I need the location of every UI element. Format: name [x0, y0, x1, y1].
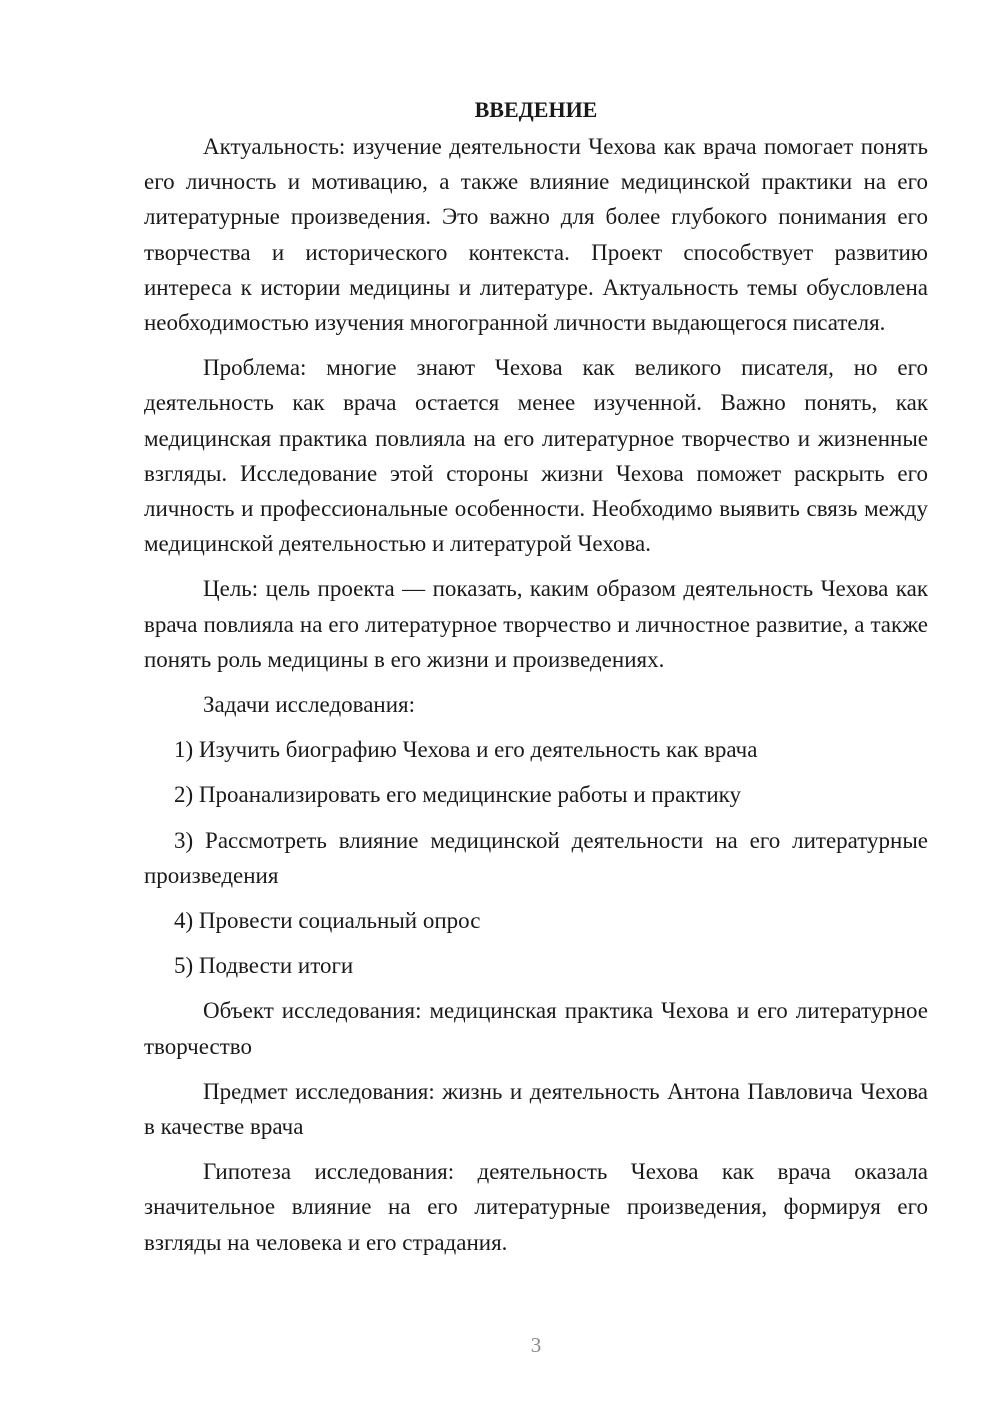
task-item-1: 1) Изучить биографию Чехова и его деятельность как врача	[174, 737, 758, 763]
paragraph-hypothesis: Гипотеза исследования: деятельность Чехова как врача оказала значительное влияние на его литературные произведения, формируя его взгляды на человека и его страдания.	[144, 1159, 928, 1255]
document-page	[144, 92, 928, 1270]
tasks-heading: Задачи исследования:	[203, 692, 416, 718]
paragraph-goal: Цель: цель проекта — показать, каким образом деятельность Чехова как врача повлияла на его литературное творчество и личностное развитие, а также понять роль медицины в его жизни и произведениях.	[144, 576, 928, 672]
page-title: ВВЕДЕНИЕ	[474, 97, 598, 122]
task-item-3: 3) Рассмотреть влияние медицинской деятельности на его литературные произведения	[144, 827, 928, 888]
paragraph-relevance: Актуальность: изучение деятельности Чехова как врача помогает понять его личность и мотивацию, а также влияние медицинской практики на его литературные произведения. Это важно для более глубокого понимания его творчества и исторического контекста. Проект способствует развитию интереса к истории медицины и литературе. Актуальность темы обусловлена необходимостью изучения многогранной личности выдающегося писателя.	[144, 134, 928, 336]
paragraph-subject: Предмет исследования: жизнь и деятельность Антона Павловича Чехова в качестве врача	[144, 1078, 928, 1140]
paragraph-problem: Проблема: многие знают Чехова как великого писателя, но его деятельность как врача остается менее изученной. Важно понять, как медицинская практика повлияла на его литературное творчество и жизненные взгляды. Исследование этой стороны жизни Чехова поможет раскрыть его личность и профессиональные особенности. Необходимо выявить связь между медицинской деятельностью и литературой Чехова.	[144, 355, 928, 557]
task-item-2: 2) Проанализировать его медицинские работы и практику	[174, 782, 741, 808]
paragraph-object: Объект исследования: медицинская практика Чехова и его литературное творчество	[144, 998, 928, 1059]
page-number: 3	[530, 1333, 542, 1357]
task-item-4: 4) Провести социальный опрос	[174, 908, 481, 934]
task-item-5: 5) Подвести итоги	[174, 953, 354, 979]
